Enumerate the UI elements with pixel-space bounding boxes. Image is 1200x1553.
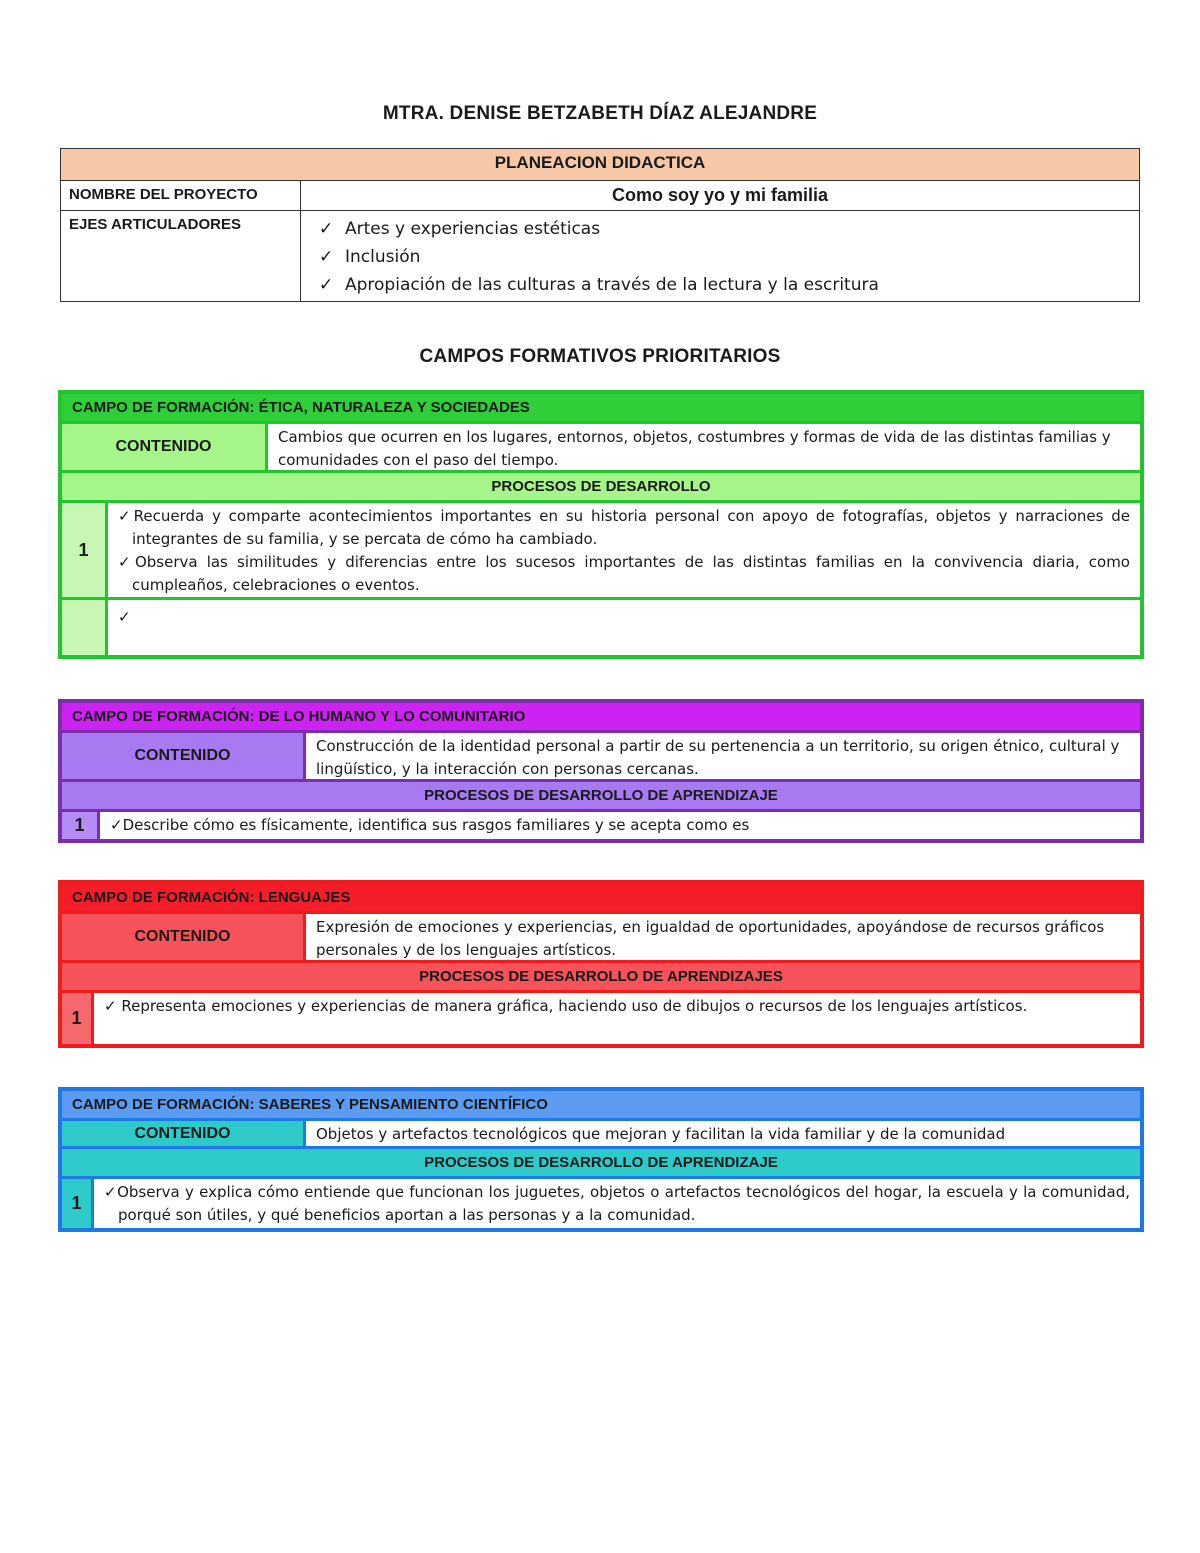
campo-lenguajes [58, 880, 1144, 1048]
ejes-label: EJES ARTICULADORES [61, 211, 301, 302]
campo-title: CAMPO DE FORMACIÓN: ÉTICA, NATURALEZA Y SOCIEDADES [72, 399, 530, 416]
proyecto-value: Como soy yo y mi familia [301, 181, 1140, 211]
procesos-label: PROCESOS DE DESARROLLO DE APRENDIZAJE [424, 1154, 778, 1171]
eje-item: ✓ Artes y experiencias estéticas [319, 215, 1131, 243]
check-icon: ✓ [319, 247, 334, 267]
eje-item: ✓ Apropiación de las culturas a través de la lectura y la escritura [319, 271, 1131, 299]
grado-number-empty [62, 600, 108, 655]
campo-title: CAMPO DE FORMACIÓN: LENGUAJES [72, 889, 351, 906]
procesos-cell [94, 1179, 1140, 1228]
teacher-name: MTRA. DENISE BETZABETH DÍAZ ALEJANDRE [382, 103, 818, 124]
grado-number: 1 [62, 503, 108, 597]
proceso-item: ✓Observa las similitudes y diferencias entre los sucesos importantes de las distintas familias en la convivencia diaria, como cumpleaños, celebraciones o eventos. [118, 553, 1130, 594]
proceso-item: ✓ Representa emociones y experiencias de manera gráfica, haciendo uso de dibujos o recursos de los lenguajes artísticos. [94, 993, 1140, 1044]
contenido-text: Cambios que ocurren en los lugares, entornos, objetos, costumbres y formas de vida de las distintas familias y comunidades con el paso del tiempo. [268, 424, 1140, 470]
check-icon: ✓ [319, 275, 334, 295]
contenido-text: Expresión de emociones y experiencias, en igualdad de oportunidades, apoyándose de recursos gráficos personales y de los lenguajes artísticos. [306, 914, 1140, 960]
campos-title: CAMPOS FORMATIVOS PRIORITARIOS [419, 346, 781, 367]
ejes-cell [301, 211, 1140, 302]
empty-check: ✓ [108, 600, 1140, 655]
procesos-label: PROCESOS DE DESARROLLO [491, 478, 711, 495]
proceso-item: ✓Observa y explica cómo entiende que funcionan los juguetes, objetos o artefactos tecnológicos del hogar, la escuela y la comunidad, porqué son útiles, y qué beneficios aportan a las personas y a la comunidad. [104, 1183, 1130, 1224]
contenido-label: CONTENIDO [62, 424, 268, 470]
check-icon: ✓ [319, 219, 334, 239]
contenido-label: CONTENIDO [62, 1121, 306, 1146]
contenido-text: Construcción de la identidad personal a partir de su pertenencia a un territorio, su origen étnico, cultural y lingüístico, y la interacción con personas cercanas. [306, 733, 1140, 779]
proyecto-label: NOMBRE DEL PROYECTO [61, 181, 301, 211]
campo-title: CAMPO DE FORMACIÓN: DE LO HUMANO Y LO COMUNITARIO [72, 708, 526, 725]
contenido-label: CONTENIDO [62, 733, 306, 779]
contenido-text: Objetos y artefactos tecnológicos que mejoran y facilitan la vida familiar y de la comunidad [306, 1121, 1140, 1146]
ejes-list [319, 215, 1131, 299]
campo-title: CAMPO DE FORMACIÓN: SABERES Y PENSAMIENTO CIENTÍFICO [72, 1096, 548, 1113]
grado-number: 1 [62, 993, 94, 1044]
planeacion-table [60, 148, 1140, 302]
eje-item: ✓ Inclusión [319, 243, 1131, 271]
campo-etica [58, 390, 1144, 659]
proceso-item: ✓Describe cómo es físicamente, identifica sus rasgos familiares y se acepta como es [100, 812, 1140, 839]
procesos-label: PROCESOS DE DESARROLLO DE APRENDIZAJE [424, 787, 778, 804]
campo-humano [58, 699, 1144, 843]
procesos-cell [108, 503, 1140, 597]
proceso-item: ✓Recuerda y comparte acontecimientos importantes en su historia personal con apoyo de fotografías, objetos y narraciones de integrantes de su familia, y se percata de cómo ha cambiado. [118, 507, 1130, 548]
contenido-label: CONTENIDO [62, 914, 306, 960]
campo-saberes [58, 1087, 1144, 1232]
planeacion-header: PLANEACION DIDACTICA [61, 149, 1140, 181]
grado-number: 1 [62, 1179, 94, 1228]
procesos-label: PROCESOS DE DESARROLLO DE APRENDIZAJES [419, 968, 783, 985]
grado-number: 1 [62, 812, 100, 839]
